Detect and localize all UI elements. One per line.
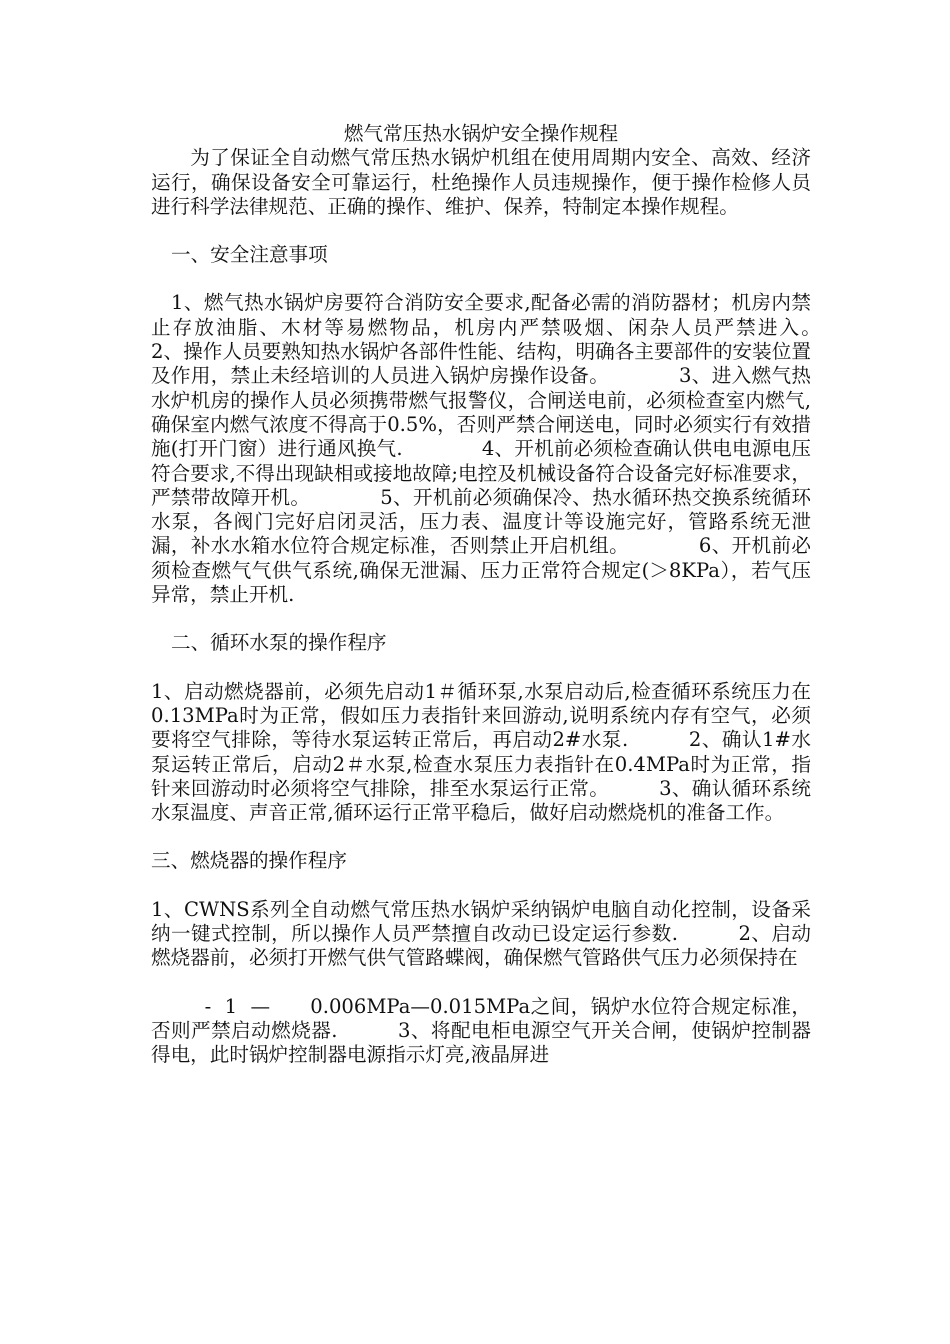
section-3-continuation-text: 0.006MPa—0.015MPa之间，锅炉水位符合规定标准，否则严禁启动燃烧器. 3、将配电柜电源空气开关合闸，使锅炉控制器得电，此时锅炉控制器电源指示灯亮,液晶屏进 — [151, 994, 812, 1067]
spacer — [151, 219, 811, 243]
section-1-heading: 一、安全注意事项 — [171, 243, 328, 267]
spacer — [151, 656, 811, 680]
section-1-body: 1、燃气热水锅炉房要符合消防安全要求,配备必需的消防器材；机房内禁止存放油脂、木材等易燃物品，机房内严禁吸烟、闲杂人员严禁进入。 2、操作人员要熟知热水锅炉各部件性能、结构，明确各主要部件的安装位置及作用，禁止未经培训的人员进入锅炉房操作设备。 3、进入燃气热水炉机房的操作人员必须携带燃气报警仪，合闸送电前，必须检查室内燃气,确保室内燃气浓度不得高于0.5%，否则严禁合闸送电，同时必须实行有效措施(打开门窗）进行通风换气. 4、开机前必须检查确认供电电源电压符合要求,不得出现缺相或接地故障;电控及机械设备符合设备完好标准要求，严禁带故障开机。 5、开机前必须确保冷、热水循环热交换系统循环水泵，各阀门完好启闭灵活，压力表、温度计等设施完好，管路系统无泄漏，补水水箱水位符合规定标准，否则禁止开启机组。 6、开机前必须检查燃气气供气系统,确保无泄漏、压力正常符合规定(＞8KPa），若气压异常，禁止开机. — [151, 291, 949, 607]
section-3-heading: 三、燃烧器的操作程序 — [151, 849, 347, 873]
section-2-body: 1、启动燃烧器前，必须先启动1＃循环泵,水泵启动后,检查循环系统压力在0.13MPa时为正常，假如压力表指针来回游动,说明系统内存有空气，必须要将空气排除，等待水泵运转正常后，再启动2#水泵. 2、确认1#水泵运转正常后，启动2＃水泵,检查水泵压力表指针在0.4MPa时为正常，指针来回游动时必须将空气排除，排至水泵运行正常。 3、确认循环系统水泵温度、声音正常,循环运行正常平稳后，做好启动燃烧机的准备工作。 — [151, 679, 811, 825]
spacer — [151, 267, 811, 291]
section-3-continuation — [151, 995, 811, 1068]
spacer — [151, 607, 811, 631]
section-3-body: 1、CWNS系列全自动燃气常压热水锅炉采纳锅炉电脑自动化控制，设备采纳一键式控制，所以操作人员严禁擅自改动已设定运行参数. 2、启动燃烧器前，必须打开燃气供气管路蝶阀，确保燃气管路供气压力必须保持在 — [151, 897, 811, 970]
document-title: 燃气常压热水锅炉安全操作规程 — [343, 122, 619, 145]
page-number-marker: - 1 — — [151, 994, 311, 1018]
spacer — [151, 825, 811, 849]
spacer — [151, 971, 811, 995]
section-2-heading: 二、循环水泵的操作程序 — [171, 631, 387, 655]
spacer — [151, 874, 811, 898]
document-page — [151, 122, 949, 1068]
intro-paragraph: 为了保证全自动燃气常压热水锅炉机组在使用周期内安全、高效、经济运行，确保设备安全可靠运行，杜绝操作人员违规操作，便于操作检修人员进行科学法律规范、正确的操作、维护、保养，特制定本操作规程。 — [151, 146, 811, 218]
